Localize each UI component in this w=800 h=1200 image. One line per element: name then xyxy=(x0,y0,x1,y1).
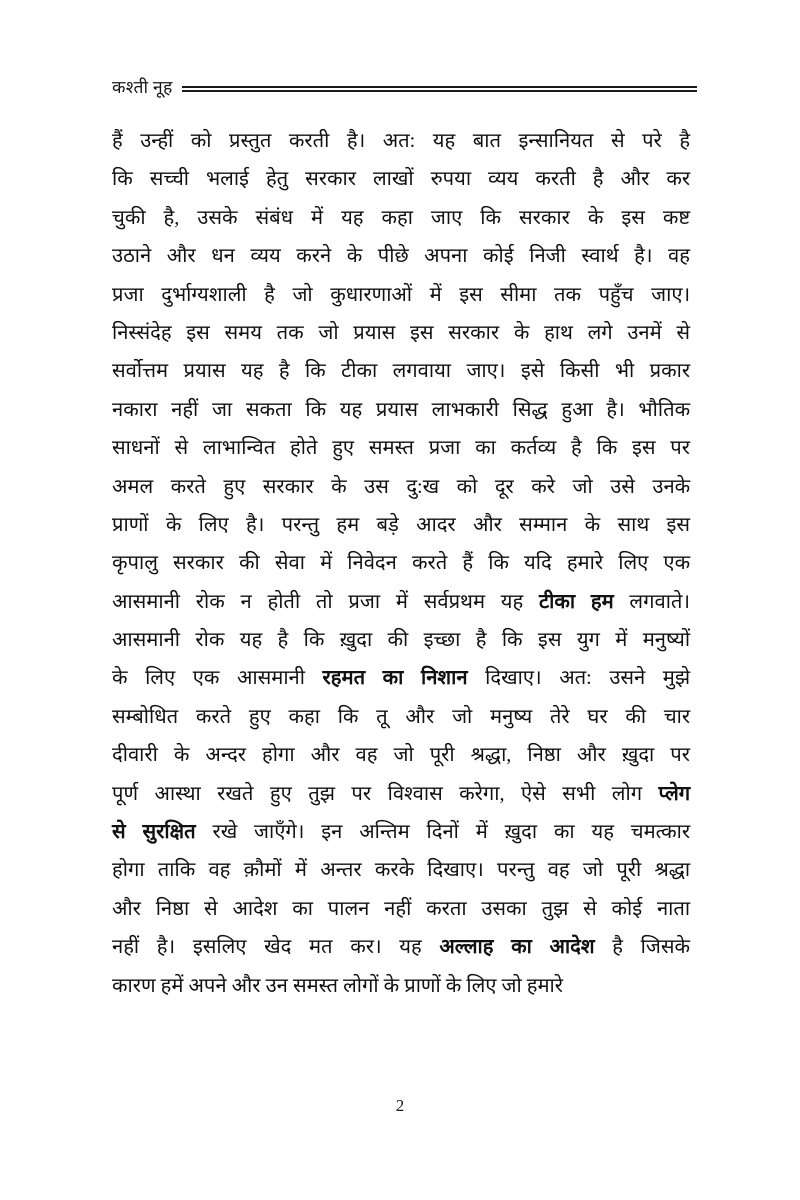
body-line: कारण हमें अपने और उन समस्त लोगों के प्राणों के लिए जो हमारे xyxy=(112,974,564,997)
body-text xyxy=(112,122,690,1005)
emphasis-text: निशान xyxy=(420,667,468,690)
running-header xyxy=(112,78,697,97)
emphasis-text: का xyxy=(382,667,404,690)
body-line: साधनों से लाभान्वित होते हुए समस्त प्रजा का कर्तव्य है कि इस पर xyxy=(112,437,691,460)
body-line: चुकी है, उसके संबंध में यह कहा जाए कि सरकार के इस कष्ट xyxy=(112,206,691,229)
body-line: और निष्ठा से आदेश का पालन नहीं करता उसका तुझ से कोई नाता xyxy=(112,897,691,920)
emphasis-text: आदेश xyxy=(549,936,595,959)
body-line: आसमानी रोक यह है कि ख़ुदा की इच्छा है कि इस युग में मनुष्यों xyxy=(112,629,691,652)
body-line: पूर्ण आस्था रखते हुए तुझ पर विश्वास करेगा, ऐसे सभी लोग प्लेग xyxy=(112,775,690,813)
body-line: प्रजा दुर्भाग्यशाली है जो कुधारणाओं में इस सीमा तक पहुँच जाए। xyxy=(112,283,691,306)
body-line: के लिए एक आसमानी रहमत का निशान दिखाए। अत: उसने मुझे xyxy=(112,659,690,697)
running-header-title: कश्ती नूह xyxy=(112,77,173,97)
body-line: दीवारी के अन्दर होगा और वह जो पूरी श्रद्धा, निष्ठा और ख़ुदा पर xyxy=(112,744,691,767)
body-line: आसमानी रोक न होती तो प्रजा में सर्वप्रथम यह टीका हम लगवाते। xyxy=(112,583,690,621)
body-line: प्राणों के लिए है। परन्तु हम बड़े आदर और सम्मान के साथ इस xyxy=(112,513,691,536)
emphasis-text: का xyxy=(511,936,532,959)
body-line: से सुरक्षित रखे जाएँगे। इन अन्तिम दिनों में ख़ुदा का यह चमत्कार xyxy=(112,813,690,851)
emphasis-text: प्लेग xyxy=(658,782,691,805)
body-line: सम्बोधित करते हुए कहा कि तू और जो मनुष्य तेरे घर की चार xyxy=(112,705,691,728)
page-number: 2 xyxy=(395,1096,405,1115)
body-line: निस्संदेह इस समय तक जो प्रयास इस सरकार के हाथ लगे उनमें से xyxy=(112,321,691,344)
body-line: कृपालु सरकार की सेवा में निवेदन करते हैं कि यदि हमारे लिए एक xyxy=(112,552,691,575)
emphasis-text: टीका xyxy=(538,590,576,613)
emphasis-text: सुरक्षित xyxy=(142,821,196,844)
body-line: होगा ताकि वह क़ौमों में अन्तर करके दिखाए। परन्तु वह जो पूरी श्रद्धा xyxy=(112,859,691,882)
body-line: उठाने और धन व्यय करने के पीछे अपना कोई निजी स्वार्थ है। वह xyxy=(112,245,690,268)
body-line: कि सच्ची भलाई हेतु सरकार लाखों रुपया व्यय करती है और कर xyxy=(112,168,691,191)
body-line: नकारा नहीं जा सकता कि यह प्रयास लाभकारी सिद्ध हुआ है। भौतिक xyxy=(112,398,691,421)
emphasis-text: से xyxy=(112,821,126,844)
body-line: सर्वोत्तम प्रयास यह है कि टीका लगवाया जाए। इसे किसी भी प्रकार xyxy=(112,360,691,383)
header-double-rule xyxy=(182,86,697,92)
body-line: अमल करते हुए सरकार के उस दु:ख को दूर करे जो उसे उनके xyxy=(112,475,691,498)
body-line: नहीं है। इसलिए खेद मत कर। यह अल्लाह का आदेश है जिसके xyxy=(112,928,690,966)
body-line: हैं उन्हीं को प्रस्तुत करती है। अत: यह बात इन्सानियत से परे है xyxy=(112,130,691,152)
body-paragraph xyxy=(112,122,690,1005)
emphasis-text: हम xyxy=(590,590,614,613)
emphasis-text: अल्लाह xyxy=(439,936,494,959)
emphasis-text: रहमत xyxy=(322,667,366,690)
